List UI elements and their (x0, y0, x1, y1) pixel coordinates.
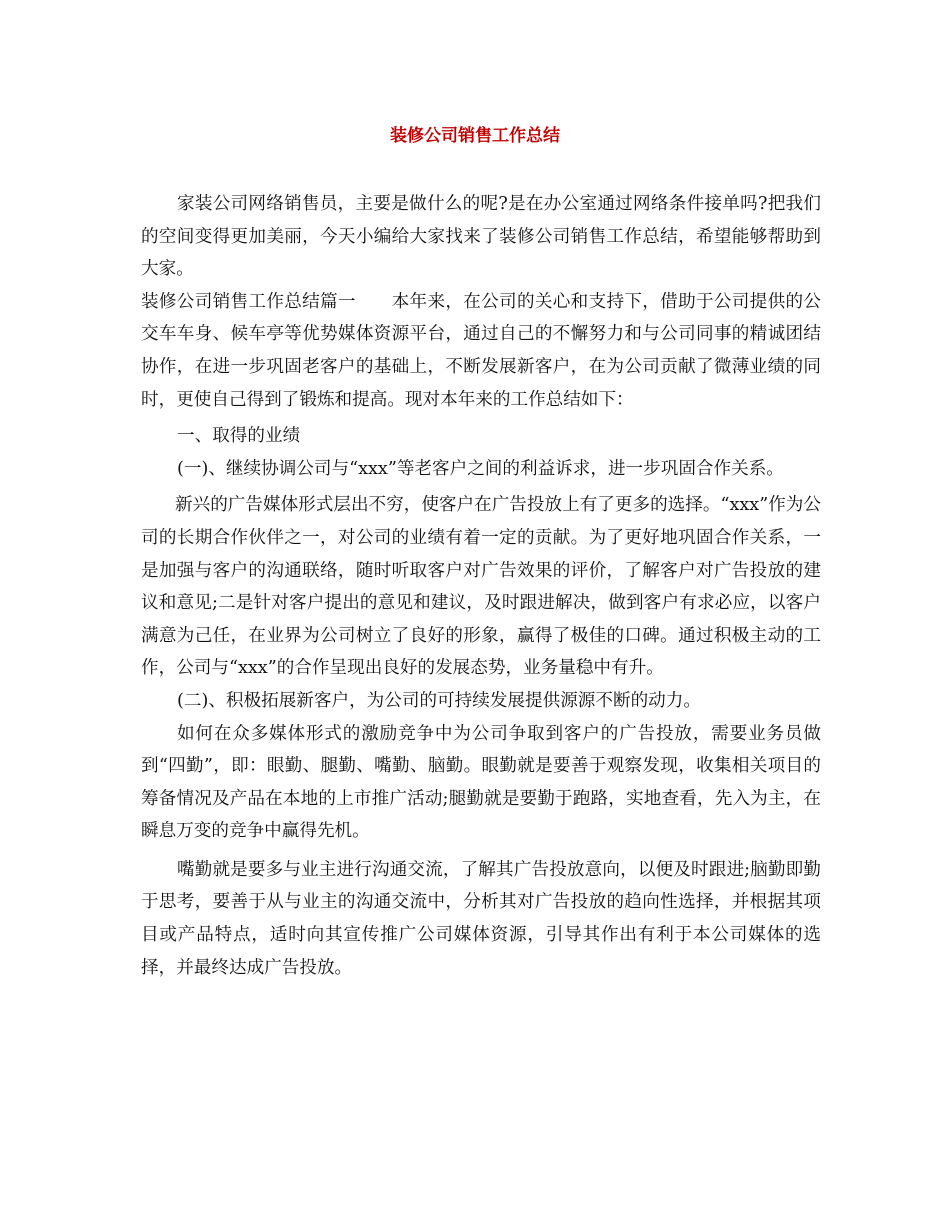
heading-subsection-one: (一)、继续协调公司与“xxx”等老客户之间的利益诉求，进一步巩固合作关系。 (177, 458, 784, 479)
heading-subsection-two: (二)、积极拓展新客户，为公司的可持续发展提供源源不断的动力。 (177, 690, 701, 711)
paragraph-communication: 嘴勤就是要多与业主进行沟通交流，了解其广告投放意向，以便及时跟进;脑勤即勤于思考，要善于从与业主的沟通交流中，分析其对广告投放的趋向性选择，并根据其项目或产品特点，适时向其宣传推广公司媒体资源，引导其作出有利于本公司媒体的选择，并最终达成广告投放。 (141, 859, 821, 978)
paragraph-four-diligence: 如何在众多媒体形式的激励竞争中为公司争取到客户的广告投放，需要业务员做到“四勤”，即：眼勤、腿勤、嘴勤、脑勤。眼勤就是要善于观察发现，收集相关项目的筹备情况及产品在本地的上市推广活动;腿勤就是要勤于跑路，实地查看，先入为主，在瞬息万变的竞争中赢得先机。 (141, 723, 821, 842)
document-title: 装修公司销售工作总结 (390, 126, 560, 146)
paragraph-intro: 家装公司网络销售员，主要是做什么的呢?是在办公室通过网络条件接单吗?把我们的空间变得更加美丽，今天小编给大家找来了装修公司销售工作总结，希望能够帮助到大家。 (141, 194, 821, 280)
heading-achievements: 一、取得的业绩 (177, 426, 301, 447)
document-body (141, 188, 821, 984)
paragraph-section-one: 装修公司销售工作总结篇一 本年来，在公司的关心和支持下，借助于公司提供的公交车车身、候车亭等优势媒体资源平台，通过自己的不懈努力和与公司同事的精诚团结协作，在进一步巩固老客户的基础上，不断发展新客户，在为公司贡献了微薄业绩的同时，更使自己得到了锻炼和提高。现对本年来的工作总结如下： (141, 291, 821, 410)
paragraph-old-clients: 新兴的广告媒体形式层出不穷，使客户在广告投放上有了更多的选择。“xxx”作为公司的长期合作伙伴之一，对公司的业绩有着一定的贡献。为了更好地巩固合作关系，一是加强与客户的沟通联络，随时听取客户对广告效果的评价，了解客户对广告投放的建议和意见;二是针对客户提出的意见和建议，及时跟进解决，做到客户有求必应，以客户满意为己任，在业界为公司树立了良好的形象，赢得了极佳的口碑。通过积极主动的工作，公司与“xxx”的合作呈现出良好的发展态势，业务量稳中有升。 (141, 495, 821, 679)
